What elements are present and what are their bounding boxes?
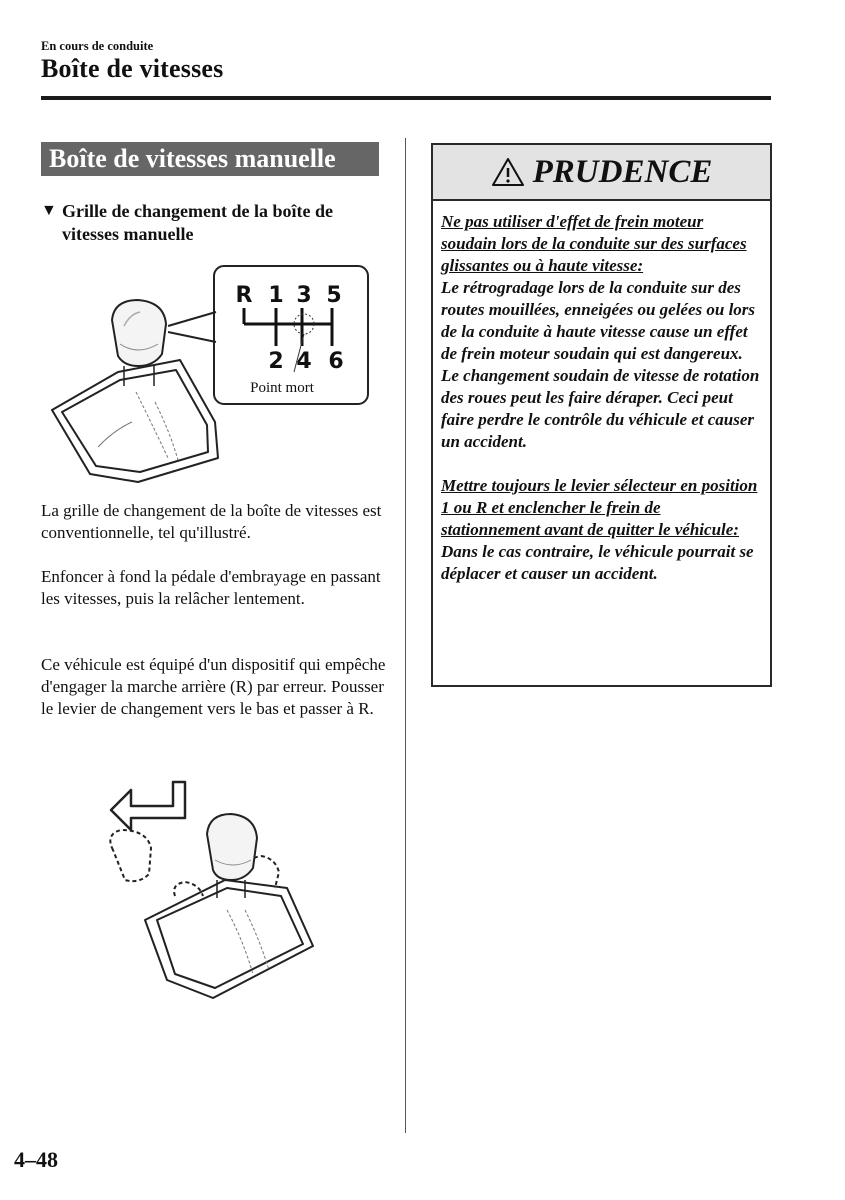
title-rule: [41, 96, 771, 100]
caution-header: [433, 145, 770, 201]
section-kicker: En cours de conduite: [41, 39, 154, 53]
reverse-engage-figure: [95, 770, 320, 1002]
section-heading: Boîte de vitesses manuelle: [41, 142, 379, 176]
gear-label-r: R: [235, 283, 253, 308]
caution-text-engine-brake: Le rétrogradage lors de la conduite sur des routes mouillées, enneigées ou gelées ou lors de la conduite à haute vitesse cause un effet de frein moteur soudain qui est dangereux. Le changement soudain de vitesse de rotation des roues peut les faire déraper. Ceci peut faire perdre le contrôle du véhicule et causer un accident.: [441, 278, 760, 451]
caution-body: [433, 201, 770, 585]
subsection-marker: ▼: [41, 202, 57, 219]
paragraph-reverse-lockout: Ce véhicule est équipé d'un dispositif qui empêche d'engager la marche arrière (R) par erreur. Pousser le levier de changement vers le bas et passer à R.: [41, 655, 386, 718]
caution-box: [431, 143, 772, 687]
subsection-heading: Grille de changement de la boîte de vitesses manuelle: [62, 201, 333, 244]
neutral-label: Point mort: [250, 380, 314, 396]
paragraph-shift-pattern: La grille de changement de la boîte de vitesses est conventionnelle, tel qu'illustré.: [41, 501, 382, 542]
shift-pattern-figure: [40, 262, 380, 484]
column-divider: [405, 138, 406, 1133]
shift-knob: [207, 814, 257, 880]
callout-pointer: [168, 312, 216, 342]
gear-label-4: 4: [296, 349, 312, 374]
gear-label-2: 2: [268, 349, 284, 374]
gear-label-3: 3: [296, 283, 312, 308]
paragraph-clutch: Enfoncer à fond la pédale d'embrayage en passant les vitesses, puis la relâcher lentement.: [41, 567, 381, 608]
caution-heading-parking: Mettre toujours le levier sélecteur en position 1 ou R et enclencher le frein de stationnement avant de quitter le véhicule:: [441, 476, 758, 539]
warning-triangle-icon: [491, 157, 525, 187]
gear-label-1: 1: [268, 283, 284, 308]
shift-knob: [112, 300, 166, 366]
gear-label-5: 5: [326, 283, 342, 308]
caution-title: PRUDENCE: [532, 153, 713, 190]
caution-text-parking: Dans le cas contraire, le véhicule pourrait se déplacer et causer un accident.: [441, 542, 754, 583]
page-number: 4–48: [14, 1147, 58, 1172]
caution-heading-engine-brake: Ne pas utiliser d'effet de frein moteur soudain lors de la conduite sur des surfaces glissantes ou à haute vitesse:: [441, 212, 747, 275]
push-down-arrow-icon: [111, 782, 185, 830]
page-title: Boîte de vitesses: [41, 54, 224, 83]
gear-label-6: 6: [328, 349, 344, 374]
